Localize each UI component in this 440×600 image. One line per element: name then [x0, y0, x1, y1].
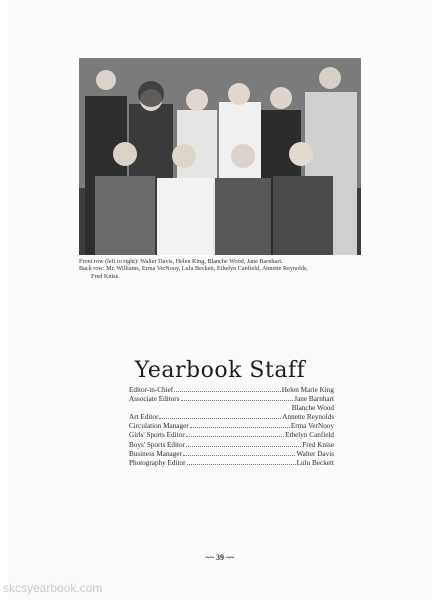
caption-front-row: Front row (left to right): Walter Davis, Helen King, Blanche Wood, Jane Barnhart.	[79, 258, 283, 265]
staff-role: Circulation Manager	[129, 422, 189, 431]
leader-dots	[183, 450, 296, 456]
staff-role: Boys' Sports Editor	[129, 440, 186, 449]
staff-role: Girls' Sports Editor	[129, 431, 185, 440]
staff-name: Erma VerNooy	[290, 422, 334, 431]
staff-name: Walter Davis	[296, 449, 334, 458]
staff-role: Art Editor	[129, 413, 159, 422]
staff-row	[129, 404, 334, 413]
staff-row	[129, 413, 334, 422]
staff-name: Blanche Wood	[291, 404, 334, 413]
page-number: ~~ 39 ~~	[205, 553, 235, 562]
staff-row	[129, 422, 334, 431]
page-title: Yearbook Staff	[134, 358, 306, 383]
staff-row	[129, 386, 334, 395]
staff-role: Editor-in-Chief	[129, 386, 174, 394]
staff-row	[129, 459, 334, 468]
staff-name: Lulu Beckett	[296, 458, 334, 467]
leader-dots	[190, 422, 290, 428]
watermark-text: skcsyearbook.com	[3, 581, 103, 595]
staff-list	[129, 386, 334, 468]
staff-row	[129, 395, 334, 404]
staff-role: Photography Editor	[129, 458, 186, 467]
staff-name: Jane Barnhart	[294, 395, 334, 404]
staff-role: Business Manager	[129, 449, 182, 458]
leader-dots	[174, 386, 281, 392]
staff-name: Fred Knise	[302, 440, 334, 449]
leader-dots	[187, 459, 296, 465]
group-photo	[79, 58, 361, 255]
staff-row	[129, 450, 334, 459]
staff-row	[129, 441, 334, 450]
photo-caption	[79, 258, 369, 280]
staff-name: Ethelyn Canfield	[285, 431, 334, 440]
leader-dots	[186, 431, 284, 437]
leader-dots	[159, 413, 281, 419]
caption-back-row-cont: Fred Knise.	[91, 272, 120, 280]
staff-role: Associate Editors	[129, 395, 180, 404]
staff-row	[129, 431, 334, 440]
leader-dots	[181, 395, 294, 401]
staff-name: Annette Reynolds	[282, 413, 334, 422]
leader-dots	[186, 441, 301, 447]
staff-name: Helen Marie King	[281, 386, 334, 394]
caption-back-row: Back row: Mr. Williams, Erma VerNooy, Lulu Beckett, Ethelyn Canfield, Annette Reynolds,	[79, 265, 308, 273]
